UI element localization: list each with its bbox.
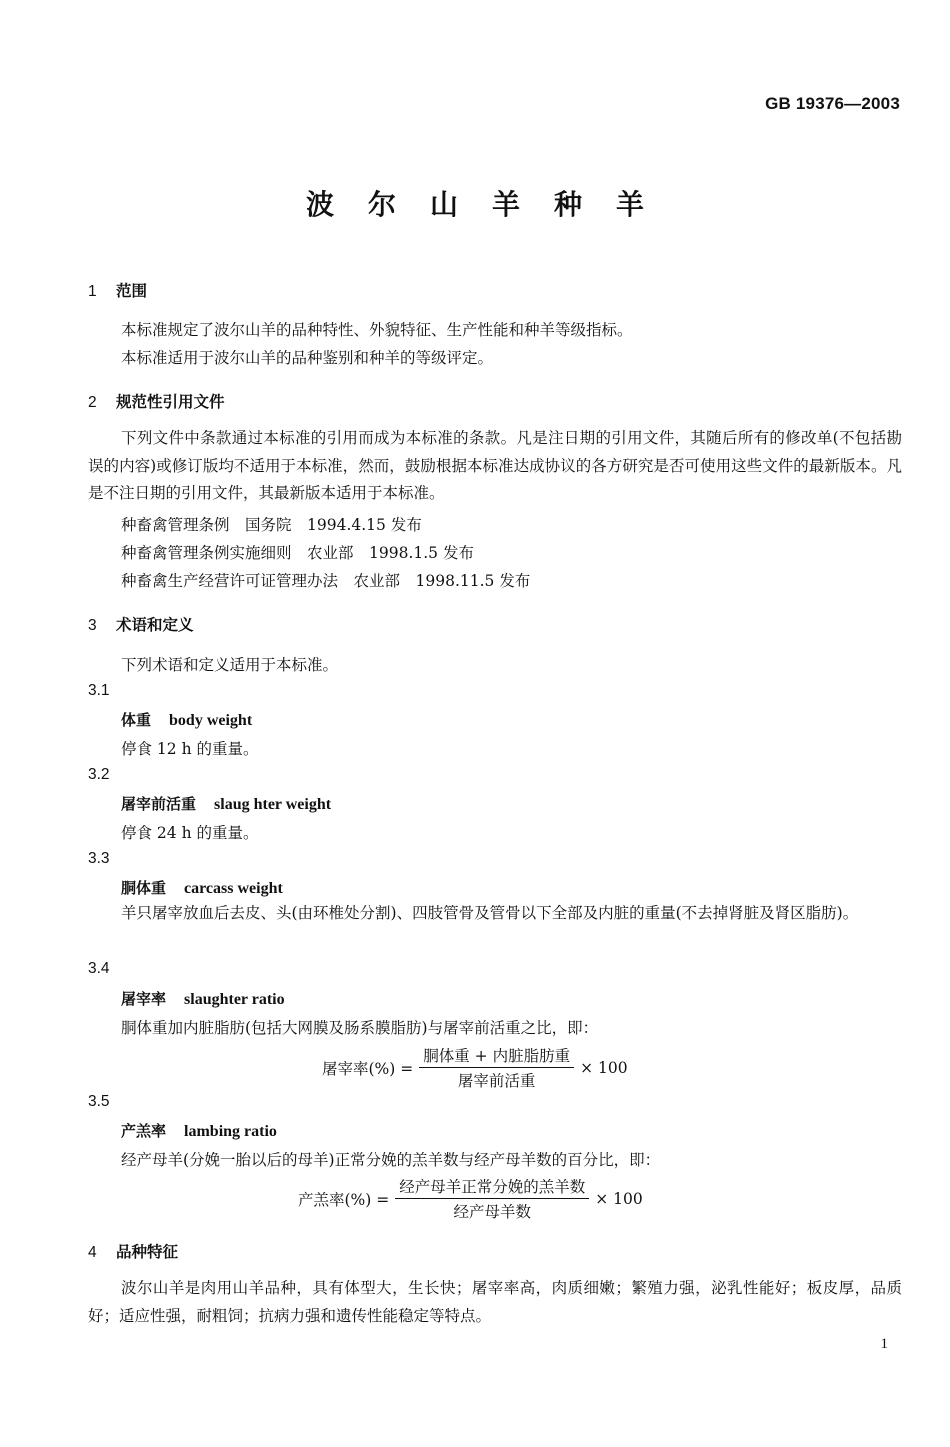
section-2-intro: 下列文件中条款通过本标准的引用而成为本标准的条款。凡是注日期的引用文件，其随后所有的修改单(不包括勘误的内容)或修订版均不适用于本标准，然而，鼓励根据本标准达成协议的各方研究是否可使用这些文件的最新版本。凡是不注日期的引用文件，其最新版本适用于本标准。 xyxy=(88,429,902,502)
section-title: 术语和定义 xyxy=(116,616,194,634)
term-number: 3.1 xyxy=(88,682,110,699)
term-definition: 羊只屠宰放血后去皮、头(由环椎处分割)、四肢管骨及管骨以下全部及内脏的重量(不去掉肾脏及肾区脂肪)。 xyxy=(121,904,859,922)
formula-lhs: 屠宰率(%) = xyxy=(322,1059,414,1078)
term-zh: 产羔率 xyxy=(121,1122,167,1140)
formula-multiplier: × 100 xyxy=(595,1189,643,1208)
formula-denominator: 经产母羊数 xyxy=(453,1203,532,1221)
document-title: 波尔山羊种羊 xyxy=(305,188,678,221)
term-number: 3.5 xyxy=(88,1093,110,1110)
term-zh: 屠宰率 xyxy=(121,990,167,1008)
section-title: 范围 xyxy=(116,282,148,300)
section-title: 品种特征 xyxy=(116,1243,179,1261)
term-heading xyxy=(121,1120,277,1141)
section-1-para-1: 本标准规定了波尔山羊的品种特性、外貌特征、生产性能和种羊等级指标。 xyxy=(121,321,633,339)
term-number: 3.4 xyxy=(88,960,110,977)
term-en: body weight xyxy=(169,712,253,729)
formula-numerator: 胴体重 + 内脏脂肪重 xyxy=(419,1044,574,1068)
section-title: 规范性引用文件 xyxy=(116,393,225,411)
term-definition: 停食 12 h 的重量。 xyxy=(121,740,259,758)
formula-multiplier: × 100 xyxy=(580,1058,628,1077)
term-zh: 胴体重 xyxy=(121,879,167,897)
reference-item: 种畜禽管理条例 国务院 1994.4.15 发布 xyxy=(121,516,422,534)
formula-fraction xyxy=(395,1175,589,1222)
section-number: 4 xyxy=(88,1244,97,1261)
term-heading xyxy=(121,709,252,730)
term-en: slaug hter weight xyxy=(214,796,332,813)
section-number: 1 xyxy=(88,283,97,300)
term-number: 3.2 xyxy=(88,766,110,783)
term-en: lambing ratio xyxy=(184,1123,277,1140)
term-definition: 胴体重加内脏脂肪(包括大网膜及肠系膜脂肪)与屠宰前活重之比，即： xyxy=(121,1019,599,1037)
term-definition: 停食 24 h 的重量。 xyxy=(121,824,259,842)
term-heading xyxy=(121,793,331,814)
term-en: slaughter ratio xyxy=(184,991,285,1008)
lambing-ratio-formula xyxy=(298,1175,643,1222)
term-heading xyxy=(121,877,283,898)
section-number: 2 xyxy=(88,394,97,411)
standard-number: GB 19376—2003 xyxy=(765,94,900,113)
slaughter-ratio-formula xyxy=(322,1044,628,1091)
reference-item: 种畜禽管理条例实施细则 农业部 1998.1.5 发布 xyxy=(121,544,474,562)
formula-numerator: 经产母羊正常分娩的羔羊数 xyxy=(395,1175,589,1199)
section-3-heading xyxy=(88,613,194,635)
formula-fraction xyxy=(419,1044,574,1091)
section-1-para-2: 本标准适用于波尔山羊的品种鉴别和种羊的等级评定。 xyxy=(121,349,494,367)
term-number: 3.3 xyxy=(88,850,110,867)
term-en: carcass weight xyxy=(184,880,283,897)
term-definition: 经产母羊(分娩一胎以后的母羊)正常分娩的羔羊数与经产母羊数的百分比，即： xyxy=(121,1151,661,1169)
formula-denominator: 屠宰前活重 xyxy=(457,1072,536,1090)
page-number: 1 xyxy=(880,1336,888,1352)
section-1-heading xyxy=(88,279,147,301)
section-number: 3 xyxy=(88,617,97,634)
section-3-intro: 下列术语和定义适用于本标准。 xyxy=(121,656,339,674)
section-4-paragraph: 波尔山羊是肉用山羊品种，具有体型大，生长快；屠宰率高，肉质细嫩；繁殖力强，泌乳性能好；板皮厚，品质好；适应性强，耐粗饲；抗病力强和遗传性能稳定等特点。 xyxy=(88,1279,902,1325)
reference-item: 种畜禽生产经营许可证管理办法 农业部 1998.11.5 发布 xyxy=(121,572,531,590)
term-heading xyxy=(121,988,285,1009)
term-zh: 体重 xyxy=(121,711,152,729)
section-2-heading xyxy=(88,390,225,412)
section-4-heading xyxy=(88,1240,178,1262)
term-zh: 屠宰前活重 xyxy=(121,795,197,813)
formula-lhs: 产羔率(%) = xyxy=(298,1190,390,1209)
